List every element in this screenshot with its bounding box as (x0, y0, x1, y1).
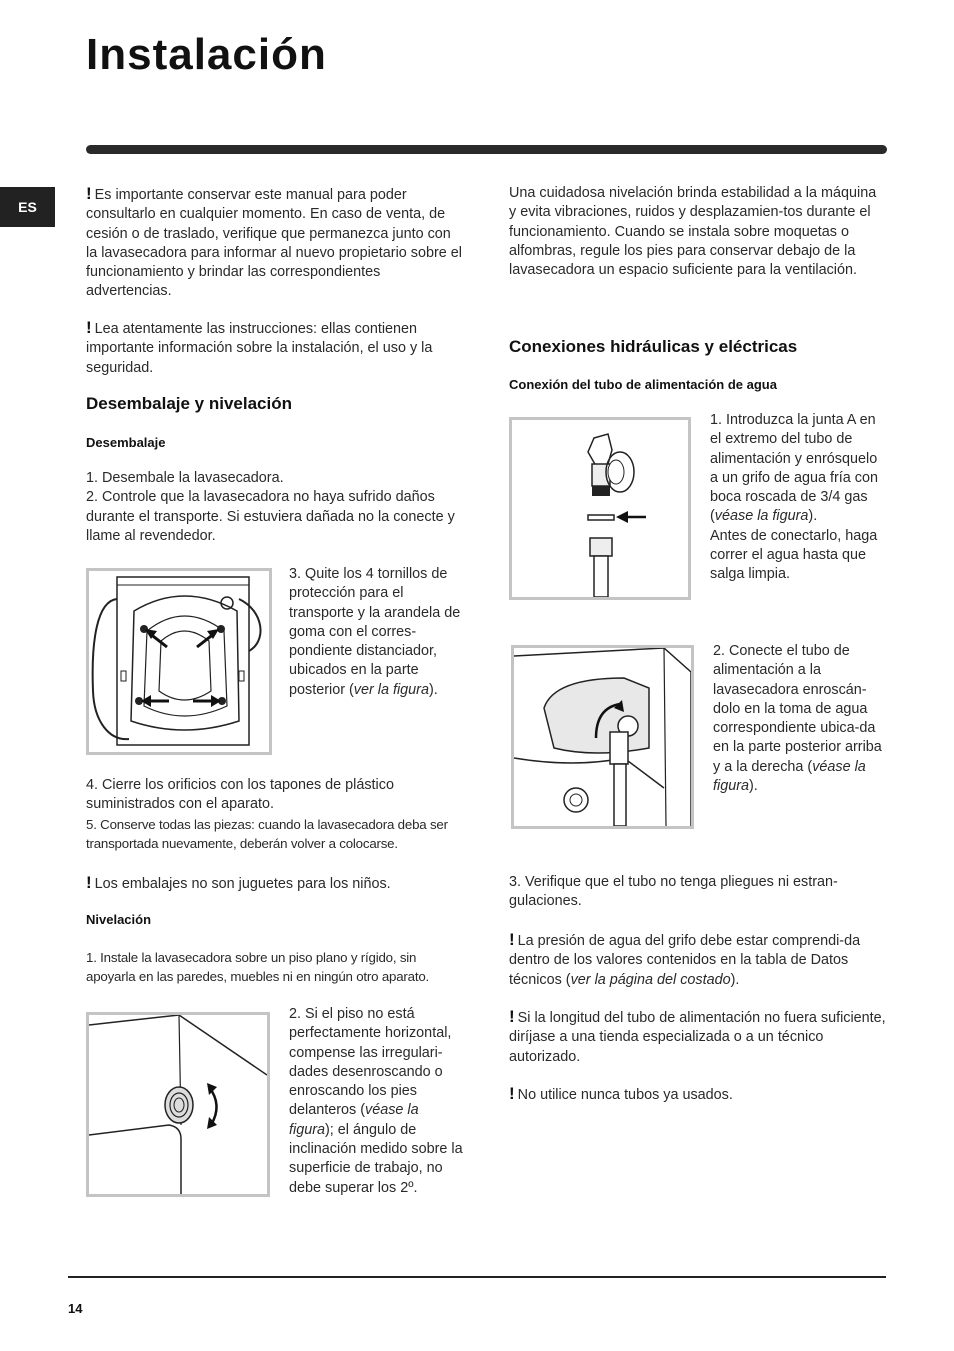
warning-hose-length: ! Si la longitud del tubo de alimentación no fuera suficiente, diríjase a una tienda especializada o a un técnico autorizado. (509, 1007, 886, 1065)
page-title: Instalación (86, 30, 327, 79)
language-tab: ES (0, 187, 55, 227)
intro-warning-2: ! Lea atentamente las instrucciones: ellas contienen importante información sobre la instalación, el uso y la seguridad. (86, 318, 433, 376)
page-number: 14 (68, 1301, 83, 1316)
step-5: 5. Conserve todas las piezas: cuando la lavasecadora deba ser transportada nuevamente, deberán volver a colocarse. (86, 816, 448, 851)
washer-foot-illustration (89, 1015, 267, 1194)
figure-washer-inlet (511, 645, 694, 829)
title-rule (86, 145, 887, 154)
warning-mark: ! (509, 1007, 515, 1026)
connection-step-1: 1. Introduzca la junta A en el extremo del tubo de alimentación y enrósquelo a un grifo de agua fría con boca roscada de 3/4 gas (véase la figura). Antes de conectarlo, haga correr el agua hasta que salga limpia. (710, 412, 879, 583)
warning-mark: ! (509, 1084, 515, 1103)
intro-warning-1: ! Es importante conservar este manual para poder consultarlo en cualquier momento. En caso de venta, de cesión o de traslado, verifique que permanezca junto con la lavasecadora para informar al nuevo propietario sobre el funcionamiento y brindar las correspondientes advertencias. (86, 184, 462, 300)
warning-mark: ! (509, 930, 515, 949)
step-3: 3. Quite los 4 tornillos de protección para el transporte y la arandela de goma con el corres-pondiente distanciador, ubicados en la parte posterior (ver la figura). (289, 566, 461, 698)
figure-tap-connection (509, 417, 691, 600)
warning-packaging: ! Los embalajes no son juguetes para los niños. (86, 873, 391, 892)
warning-pressure: ! La presión de agua del grifo debe estar comprendi-da dentro de los valores contenidos en la tabla de Datos técnicos (ver la página del costado). (509, 930, 861, 988)
figure-levelling-foot (86, 1012, 270, 1197)
washer-inlet-illustration (514, 648, 691, 826)
figure-rear-screws (86, 568, 272, 755)
footer-rule (68, 1276, 886, 1278)
step-1: 1. Desembale la lavasecadora. (86, 470, 284, 486)
subtitle-water-hose: Conexión del tubo de alimentación de agua (509, 377, 777, 392)
levelling-paragraph: Una cuidadosa nivelación brinda estabilidad a la máquina y evita vibraciones, ruidos y desplazamien-tos durante el funcionamiento. Cuando se instala sobre moquetas o alfombras, regule los pies para conservar debajo de la lavasecadora un espacio suficiente para la ventilación. (509, 185, 877, 279)
level-step-2: 2. Si el piso no está perfectamente horizontal, compense las irregulari-dades desenroscando o enroscando los pies delanteros (véase la figura); el ángulo de inclinación medido sobre la superficie de trabajo, no debe superar los 2º. (289, 1006, 463, 1196)
subtitle-unpack: Desembalaje (86, 435, 166, 450)
section-title-unpack-level: Desembalaje y nivelación (86, 394, 292, 413)
tap-hose-illustration (512, 420, 688, 597)
section-title-connections: Conexiones hidráulicas y eléctricas (509, 337, 798, 356)
step-4: 4. Cierre los orificios con los tapones de plástico suministrados con el aparato. (86, 777, 394, 813)
connection-step-2: 2. Conecte el tubo de alimentación a la lavasecadora enroscán-dolo en la toma de agua correspondiente ubica-da en la parte posterior arriba y a la derecha (véase la figura). (713, 643, 882, 795)
unpack-steps (86, 469, 464, 546)
warning-used-hoses: ! No utilice nunca tubos ya usados. (509, 1084, 733, 1103)
warning-mark: ! (86, 873, 92, 892)
washer-rear-illustration (89, 571, 269, 752)
subtitle-level: Nivelación (86, 912, 152, 927)
steps-4-5 (86, 776, 464, 853)
connection-step-3: 3. Verifique que el tubo no tenga pliegues ni estran-gulaciones. (509, 874, 838, 910)
level-step-1: 1. Instale la lavasecadora sobre un piso plano y rígido, sin apoyarla en las paredes, muebles ni en ningún otro aparato. (86, 950, 430, 985)
step-2: 2. Controle que la lavasecadora no haya sufrido daños durante el transporte. Si estuviera dañada no la conecte y llame al revendedor. (86, 489, 455, 544)
warning-mark: ! (86, 318, 92, 337)
warning-mark: ! (86, 184, 92, 203)
